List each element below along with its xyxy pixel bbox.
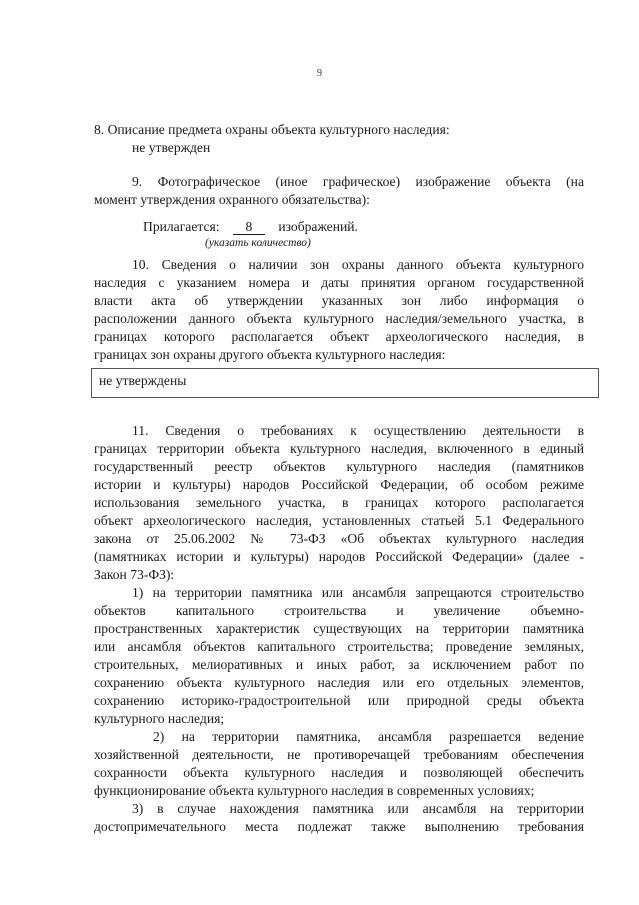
- requirement-1-line: 1) на территории памятника или ансамбля запрещаются строительство: [132, 585, 584, 600]
- section-11-line: Закон 73-ФЗ):: [94, 567, 175, 582]
- image-count: 8: [233, 220, 265, 235]
- requirement-3-line: 3) в случае нахождения памятника или ансамбля на территории: [132, 801, 584, 816]
- section-10-line: границах зон охраны другого объекта культурного наследия:: [94, 347, 446, 362]
- count-note: (указать количество): [205, 237, 311, 249]
- section-11-line: истории и культуры) народов Российской Федерации, об особом режиме: [94, 477, 584, 492]
- requirement-1-line: сохранению объекта культурного наследия или его отдельных элементов,: [94, 675, 584, 690]
- image-unit: изображений.: [278, 219, 358, 234]
- requirement-2-line: сохранности объекта культурного наследия и позволяющей обеспечить: [94, 765, 584, 780]
- section-10-line: 10. Сведения о наличии зон охраны данного объекта культурного: [132, 257, 584, 272]
- section-11-line: объект археологического наследия, установленных статьей 5.1 Федерального: [94, 513, 584, 528]
- section-8-title: 8. Описание предмета охраны объекта культурного наследия:: [94, 122, 450, 137]
- section-9-line-2: момент утверждения охранного обязательства):: [94, 192, 370, 207]
- page-number: 9: [317, 68, 322, 79]
- attached-label: Прилагается:: [143, 219, 220, 234]
- section-9-line-1: 9. Фотографическое (иное графическое) изображение объекта (на: [132, 174, 584, 189]
- section-10-line: границах которого располагается объект археологического наследия, в: [94, 329, 584, 344]
- requirement-1-line: сохранению историко-градостроительной или природной среды объекта: [94, 693, 584, 708]
- requirement-2-line: функционирование объекта культурного наследия в современных условиях;: [94, 783, 535, 798]
- attached-images-line: [143, 218, 358, 236]
- section-11-line: государственный реестр объектов культурного наследия (памятников: [94, 459, 584, 474]
- requirement-1-line: строительных, мелиоративных и иных работ, за исключением работ по: [94, 657, 584, 672]
- section-10-line: власти акта об утверждении указанных зон либо информация о: [94, 293, 584, 308]
- requirement-1-line: культурного наследия;: [94, 711, 225, 726]
- requirement-2-line: хозяйственной деятельности, не противоречащей требованиям обеспечения: [94, 747, 584, 762]
- requirement-2-line: 2) на территории памятника, ансамбля разрешается ведение: [153, 729, 584, 744]
- zones-answer-box: [91, 368, 599, 398]
- section-10-line: расположении данного объекта культурного наследия/земельного участка, в: [94, 311, 584, 326]
- section-11-line: границах территории объекта культурного наследия, включенного в единый: [94, 441, 584, 456]
- section-11-line: (памятниках истории и культуры) народов Российской Федерации» (далее -: [94, 549, 584, 564]
- requirement-3-line: достопримечательного места подлежат также выполнению требования: [94, 819, 584, 834]
- section-8-value: не утвержден: [132, 140, 211, 155]
- requirement-1-line: или ансамбля объектов капитального строительства; проведение земляных,: [94, 639, 584, 654]
- requirement-1-line: пространственных характеристик существующих на территории памятника: [94, 621, 584, 636]
- requirement-1-line: объектов капитального строительства и увеличение объемно-: [94, 603, 584, 618]
- section-11-line: 11. Сведения о требованиях к осуществлению деятельности в: [132, 423, 584, 438]
- zones-answer-value: не утверждены: [99, 373, 187, 388]
- section-11-line: использования земельного участка, в границах которого располагается: [94, 495, 584, 510]
- section-11-line: закона от 25.06.2002 № 73-ФЗ «Об объектах культурного наследия: [94, 531, 584, 546]
- section-10-line: наследия с указанием номера и даты принятия органом государственной: [94, 275, 584, 290]
